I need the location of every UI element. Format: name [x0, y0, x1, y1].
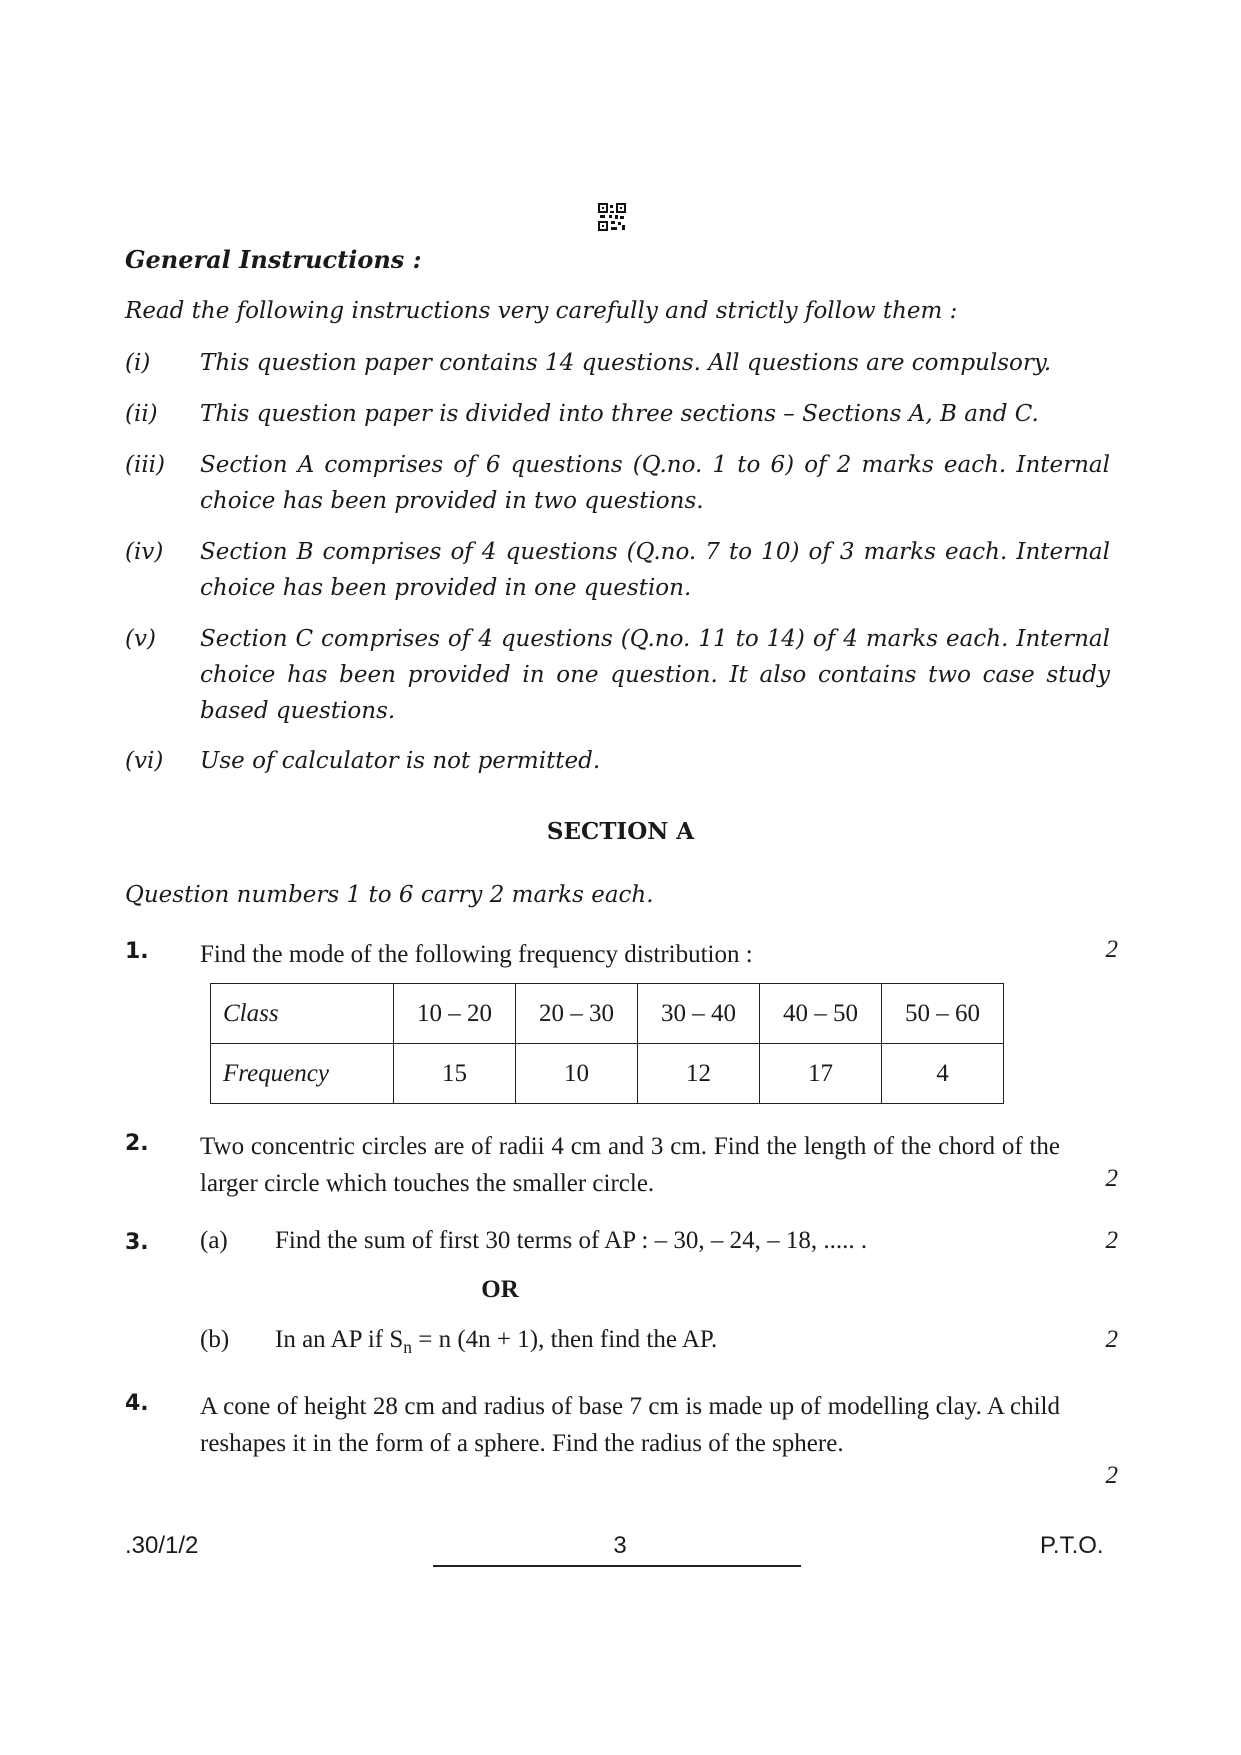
qr-code-icon: [598, 203, 626, 231]
question-text: A cone of height 28 cm and radius of base 7 cm is made up of modelling clay. A child reshapes it in the form of a sphere. Find the radius of the sphere.: [200, 1393, 1060, 1457]
table-row-label: Class: [211, 984, 394, 1044]
instruction-number: (i): [125, 350, 151, 376]
table-cell: 30 – 40: [638, 984, 760, 1044]
table-cell: 10 – 20: [394, 984, 516, 1044]
table-row: [211, 1044, 1004, 1104]
question-marks: 2: [1105, 1326, 1118, 1353]
page-number: 3: [613, 1532, 627, 1559]
instruction-number: (ii): [125, 401, 158, 427]
paper-code: .30/1/2: [125, 1532, 199, 1559]
option-b-text: In an AP if $S_n = n$ (4n + 1), then find the AP.: [275, 1326, 718, 1357]
table-cell: 10: [516, 1044, 638, 1104]
instructions-intro: Read the following instructions very carefully and strictly follow them :: [125, 298, 958, 324]
instructions-heading: General Instructions :: [125, 245, 422, 274]
question-marks: 2: [1105, 1165, 1118, 1192]
instruction-text: This question paper contains 14 questions. All questions are compulsory.: [200, 350, 1052, 376]
instruction-text: Section B comprises of 4 questions (Q.no. 7 to 10) of 3 marks each. Internal choice has been provided in one question.: [200, 539, 1110, 601]
instruction-number: (v): [125, 626, 156, 652]
instruction-text: Section A comprises of 6 questions (Q.no. 1 to 6) of 2 marks each. Internal choice has been provided in two questions.: [200, 452, 1110, 514]
table-cell: 50 – 60: [882, 984, 1004, 1044]
table-cell: 4: [882, 1044, 1004, 1104]
or-separator: OR: [481, 1276, 519, 1303]
instruction-number: (vi): [125, 748, 164, 774]
instruction-number: (iii): [125, 452, 166, 478]
option-b-label: (b): [200, 1326, 230, 1353]
table-row-label: Frequency: [211, 1044, 394, 1104]
instruction-number: (iv): [125, 539, 164, 565]
question-marks: 2: [1105, 1462, 1118, 1489]
question-number: 1.: [125, 939, 149, 964]
question-marks: 2: [1105, 1227, 1118, 1254]
instruction-text: This question paper is divided into three sections – Sections A, B and C.: [200, 401, 1039, 427]
instruction-text: Section C comprises of 4 questions (Q.no. 11 to 14) of 4 marks each. Internal choice has been provided in one question. It also contains two case study based questions.: [200, 626, 1110, 724]
question-number: 4.: [125, 1391, 149, 1416]
question-number: 3.: [125, 1230, 149, 1255]
table-cell: 20 – 30: [516, 984, 638, 1044]
question-number: 2.: [125, 1131, 149, 1156]
question-marks: 2: [1105, 936, 1118, 963]
table-cell: 40 – 50: [760, 984, 882, 1044]
table-row: [211, 984, 1004, 1044]
option-a-text: Find the sum of first 30 terms of AP : – 30, – 24, – 18, ..... .: [275, 1227, 868, 1254]
section-note: Question numbers 1 to 6 carry 2 marks each.: [125, 882, 654, 908]
table-cell: 12: [638, 1044, 760, 1104]
table-cell: 15: [394, 1044, 516, 1104]
pto-label: P.T.O.: [1040, 1532, 1104, 1559]
question-text: Find the mode of the following frequency distribution :: [200, 941, 753, 968]
section-title: SECTION A: [546, 818, 695, 845]
table-cell: 17: [760, 1044, 882, 1104]
question-text: Two concentric circles are of radii 4 cm and 3 cm. Find the length of the chord of the larger circle which touches the smaller circle.: [200, 1133, 1060, 1197]
instruction-text: Use of calculator is not permitted.: [200, 748, 601, 774]
footer-divider: [433, 1565, 801, 1567]
frequency-table: [210, 983, 1004, 1104]
option-a-label: (a): [200, 1227, 228, 1254]
